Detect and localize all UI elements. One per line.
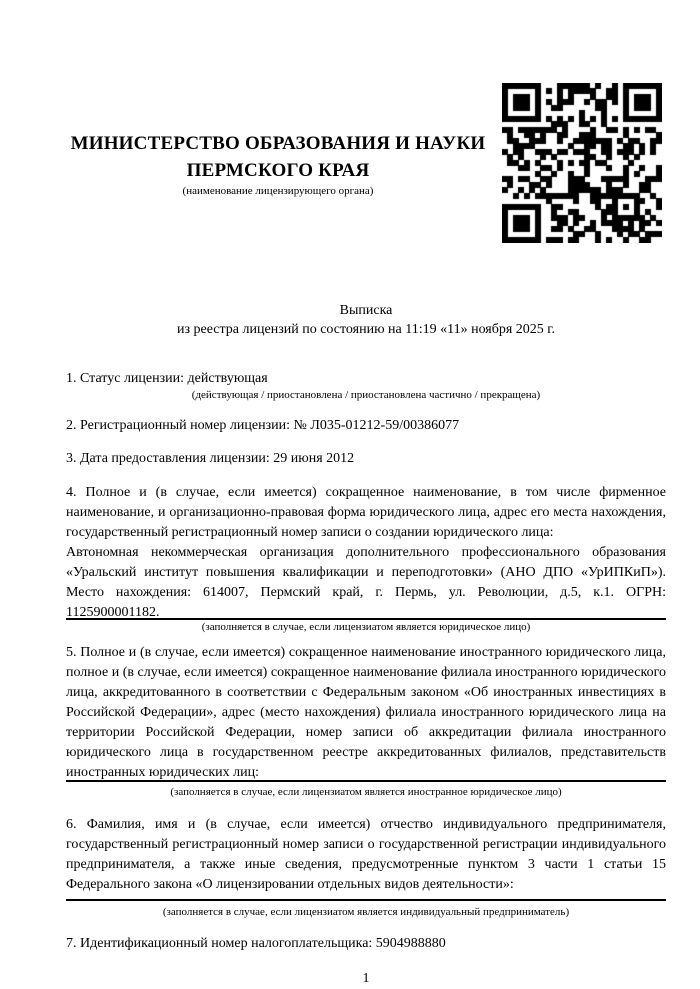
document-title-line2: из реестра лицензий по состоянию на 11:19 «11» ноября 2025 г. xyxy=(177,322,555,337)
ministry-name-line1: МИНИСТЕРСТВО ОБРАЗОВАНИЯ И НАУКИ xyxy=(70,133,486,154)
item-1-status-options-note: (действующая / приостановлена / приостановлена частично / прекращена) xyxy=(191,389,541,401)
item-6-entrepreneur-heading: 6. Фамилия, имя и (в случае, если имеется) отчество индивидуального предпринимателя, государственный регистрационный номер записи о государственной регистрации индивидуального предпринимателя, а также иные сведения, предусмотренные пунктом 3 части 1 статьи 15 Федерального закона «О лицензировании отдельных видов деятельности»: xyxy=(66,817,666,892)
item-4-legal-entity-heading: 4. Полное и (в случае, если имеется) сокращенное наименование, в том числе фирменное наименование, и организационно-правовая форма юридического лица, адрес его места нахождения, государственный регистрационный номер записи о создании юридического лица: xyxy=(66,485,666,540)
item-7-taxpayer-number: 7. Идентификационный номер налогоплательщика: 5904988880 xyxy=(66,936,446,951)
document-title xyxy=(66,301,666,339)
document-title-line1: Выписка xyxy=(339,303,393,318)
item-3-grant-date: 3. Дата предоставления лицензии: 29 июня 2012 xyxy=(66,451,355,466)
licensing-authority-caption: (наименование лицензирующего органа) xyxy=(182,185,374,197)
item-4-legal-entity-value: Автономная некоммерческая организация дополнительного профессионального образования «Уральский институт повышения квалификации и переподготовки» (АНО ДПО «УрИПКиП»). Место нахождения: 614007, Пермский край, г. Пермь, ул. Революции, д.5, к.1. ОГРН: 1125900001182. xyxy=(66,545,666,620)
item-4-note: (заполняется в случае, если лицензиатом является юридическое лицо) xyxy=(201,621,531,633)
page-number: 1 xyxy=(362,971,370,986)
item-2-registration-number: 2. Регистрационный номер лицензии: № Л035-01212-59/00386077 xyxy=(66,418,460,433)
ministry-name-line2: ПЕРМСКОГО КРАЯ xyxy=(186,160,370,181)
item-5-foreign-entity-heading: 5. Полное и (в случае, если имеется) сокращенное наименование иностранного юридического лица, полное и (в случае, если имеется) сокращенное наименование филиала иностранного юридического лица, аккредитованного в соответствии с Федеральным законом «Об иностранных инвестициях в Российской Федерации», адрес (место нахождения) филиала иностранного юридического лица на территории Российской Федерации, номер записи об аккредитации филиала иностранного юридического лица в государственном реестре аккредитованных филиалов, представительств иностранных юридических лиц: xyxy=(66,645,666,780)
item-6-note: (заполняется в случае, если лицензиатом является индивидуальный предприниматель) xyxy=(162,906,570,918)
document-body xyxy=(66,0,666,988)
item-1-license-status: 1. Статус лицензии: действующая xyxy=(66,371,268,386)
item-5-note: (заполняется в случае, если лицензиатом является иностранное юридическое лицо) xyxy=(170,786,562,798)
item-6-divider xyxy=(66,899,666,901)
